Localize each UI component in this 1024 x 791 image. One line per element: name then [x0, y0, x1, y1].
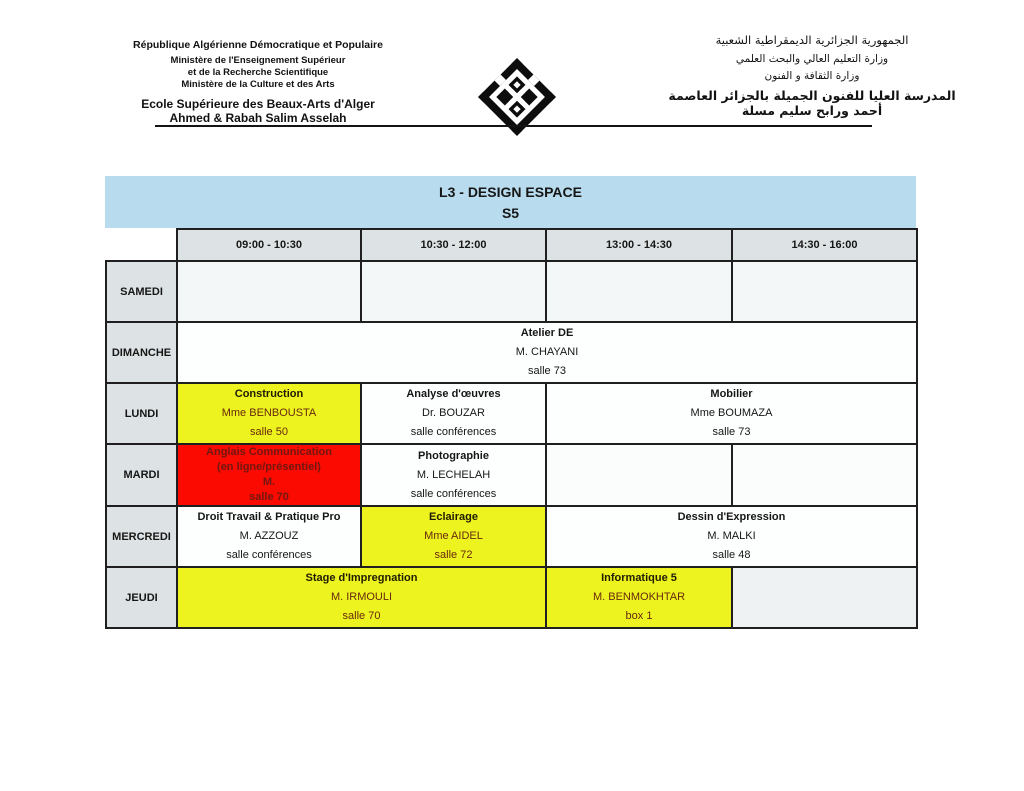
ministry-line-2: et de la Recherche Scientifique	[187, 67, 329, 78]
course-title: Atelier DE	[520, 327, 574, 339]
ministry-line-arabic-2: وزارة الثقافة و الفنون	[764, 70, 860, 82]
course-title: Anglais Communication	[206, 446, 332, 458]
course-title: Droit Travail & Pratique Pro	[197, 511, 341, 523]
ministry-line-3: Ministère de la Culture et des Arts	[181, 79, 335, 90]
course-teacher: M. AZZOUZ	[239, 530, 299, 542]
school-subname-arabic: أحمد ورابح سليم مسلة	[741, 103, 883, 118]
day-label: SAMEDI	[106, 261, 177, 322]
course-room: box 1	[625, 610, 653, 622]
schedule-table	[105, 228, 918, 629]
course-teacher: Mme BENBOUSTA	[221, 407, 317, 419]
course-title: Eclairage	[429, 511, 478, 523]
time-slot-header: 09:00 - 10:30	[177, 229, 361, 261]
row-mercredi	[106, 506, 917, 567]
republic-line-arabic: الجمهورية الجزائرية الديمقراطية الشعبية	[715, 33, 909, 47]
course-room: salle 70	[249, 491, 289, 503]
course-cell-droit-travail	[177, 506, 361, 567]
course-teacher: Mme AIDEL	[424, 530, 483, 542]
course-room: salle conférences	[226, 549, 312, 561]
course-title: Photographie	[418, 449, 489, 462]
republic-line: République Algérienne Démocratique et Populaire	[133, 39, 383, 51]
course-teacher: M. MALKI	[707, 530, 756, 542]
course-teacher: M.	[262, 476, 276, 488]
row-dimanche	[106, 322, 917, 383]
day-label: DIMANCHE	[106, 322, 177, 383]
row-jeudi	[106, 567, 917, 628]
course-room: salle 72	[434, 549, 473, 561]
course-teacher: M. BENMOKHTAR	[592, 591, 686, 603]
course-cell-dessin-expression	[546, 506, 917, 567]
course-cell-mobilier	[546, 383, 917, 444]
course-mode: (en ligne/présentiel)	[217, 461, 321, 473]
letterhead-french	[108, 39, 408, 125]
time-slot-header: 13:00 - 14:30	[546, 229, 732, 261]
row-lundi	[106, 383, 917, 444]
course-title: Analyse d'œuvres	[406, 388, 501, 400]
course-cell-construction	[177, 383, 361, 444]
course-cell-photographie	[361, 444, 546, 506]
timetable	[105, 176, 916, 629]
course-teacher: M. CHAYANI	[515, 346, 579, 358]
row-mardi	[106, 444, 917, 506]
corner-cell	[106, 229, 177, 261]
course-cell-anglais-communication	[177, 444, 361, 506]
course-title: Mobilier	[710, 388, 753, 400]
course-cell-informatique	[546, 567, 732, 628]
course-room: salle conférences	[410, 426, 497, 438]
time-slot-header: 14:30 - 16:00	[732, 229, 917, 261]
course-teacher: Dr. BOUZAR	[422, 407, 485, 419]
course-cell-atelier-de	[177, 322, 917, 383]
course-title: Construction	[234, 388, 304, 400]
course-room: salle 50	[250, 426, 288, 438]
time-slot-header: 10:30 - 12:00	[361, 229, 546, 261]
empty-cell	[732, 567, 917, 628]
course-room: salle conférences	[410, 487, 497, 500]
empty-cell	[361, 261, 546, 322]
program-title: L3 - DESIGN ESPACE	[439, 184, 582, 200]
school-logo-icon	[471, 54, 563, 140]
day-label: JEUDI	[106, 567, 177, 628]
school-name-arabic: المدرسة العليا للفنون الجميلة بالجزائر العاصمة	[668, 88, 956, 103]
letterhead-divider	[155, 125, 872, 127]
school-name-french: Ecole Supérieure des Beaux-Arts d'Alger	[141, 97, 375, 111]
empty-cell	[177, 261, 361, 322]
course-title: Informatique 5	[601, 572, 677, 584]
course-room: salle 73	[712, 426, 751, 438]
empty-cell	[546, 444, 732, 506]
course-title: Dessin d'Expression	[677, 511, 786, 523]
course-room: salle 48	[712, 549, 751, 561]
course-cell-analyse-oeuvres	[361, 383, 546, 444]
course-cell-stage-impregnation	[177, 567, 546, 628]
course-room: salle 70	[342, 610, 381, 622]
empty-cell	[732, 444, 917, 506]
course-cell-eclairage	[361, 506, 546, 567]
ministry-line-arabic-1: وزارة التعليم العالي والبحث العلمي	[735, 53, 889, 65]
day-label: LUNDI	[106, 383, 177, 444]
day-label: MARDI	[106, 444, 177, 506]
row-samedi	[106, 261, 917, 322]
course-teacher: M. LECHELAH	[416, 468, 491, 481]
semester-label: S5	[501, 205, 520, 221]
time-header-row	[106, 229, 917, 261]
timetable-title	[105, 176, 916, 228]
school-subname-french: Ahmed & Rabah Salim Asselah	[169, 111, 347, 125]
course-teacher: M. IRMOULI	[330, 591, 393, 603]
course-teacher: Mme BOUMAZA	[690, 407, 773, 419]
day-label: MERCREDI	[106, 506, 177, 567]
letterhead-arabic	[638, 33, 986, 118]
course-room: salle 73	[528, 365, 566, 377]
ministry-line-1: Ministère de l'Enseignement Supérieur	[170, 55, 346, 66]
empty-cell	[546, 261, 732, 322]
empty-cell	[732, 261, 917, 322]
course-title: Stage d'Impregnation	[305, 572, 418, 584]
